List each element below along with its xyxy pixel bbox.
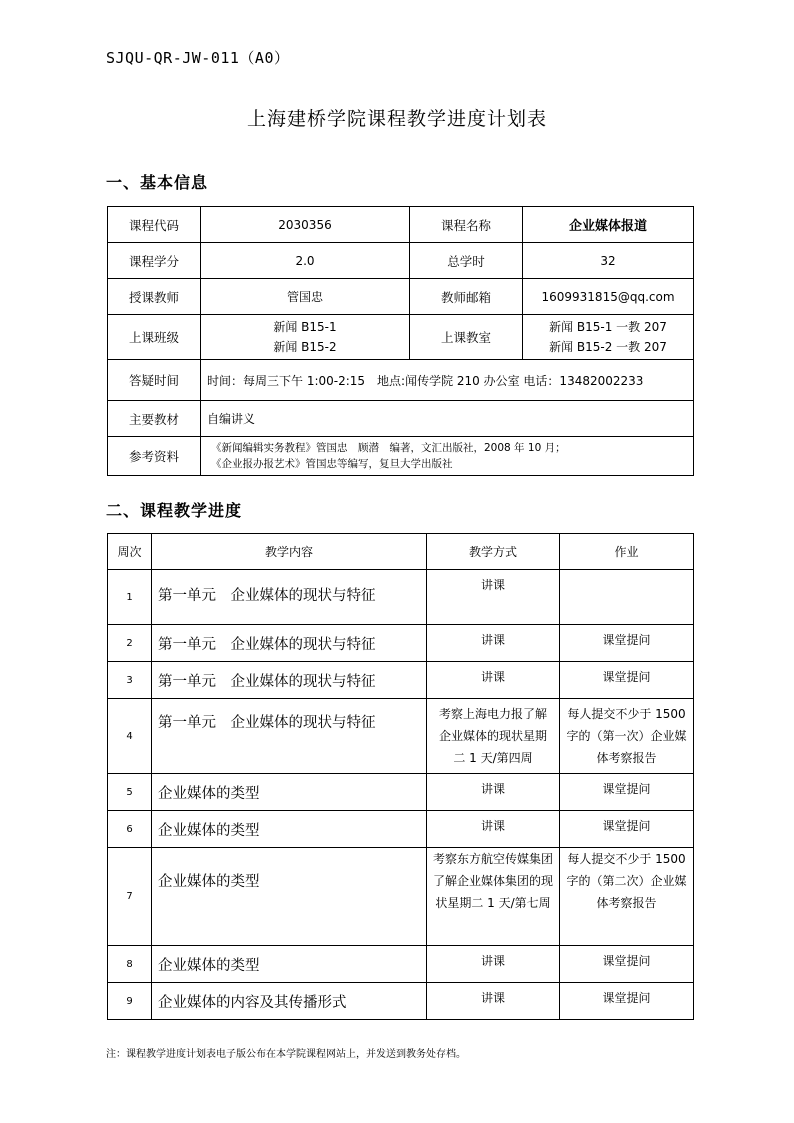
content-cell: 第一单元 企业媒体的现状与特征 — [152, 625, 427, 662]
room-line: 新闻 B15-1 一教 207 — [549, 320, 667, 334]
textbook-label: 主要教材 — [108, 401, 201, 437]
homework-cell: 课堂提问 — [560, 625, 694, 662]
method-cell: 讲课 — [427, 625, 560, 662]
progress-table — [107, 533, 694, 1020]
week-cell: 1 — [108, 570, 152, 625]
hours-value: 32 — [523, 243, 694, 279]
method-cell: 讲课 — [427, 570, 560, 625]
course-code-value: 2030356 — [201, 207, 410, 243]
header-week: 周次 — [108, 534, 152, 570]
week-cell: 4 — [108, 699, 152, 774]
class-line: 新闻 B15-2 — [273, 340, 337, 354]
header-method: 教学方式 — [427, 534, 560, 570]
table-row — [108, 401, 694, 437]
table-row — [108, 625, 694, 662]
document-title: 上海建桥学院课程教学进度计划表 — [246, 108, 547, 130]
table-row — [108, 437, 694, 476]
room-line: 新闻 B15-2 一教 207 — [549, 340, 667, 354]
basic-info-table — [107, 206, 694, 476]
table-row — [108, 360, 694, 401]
content-cell: 企业媒体的类型 — [152, 946, 427, 983]
credits-label: 课程学分 — [108, 243, 201, 279]
hours-label: 总学时 — [410, 243, 523, 279]
week-cell: 3 — [108, 662, 152, 699]
method-cell: 讲课 — [427, 811, 560, 848]
table-row — [108, 699, 694, 774]
homework-cell: 每人提交不少于 1500 字的（第一次）企业媒体考察报告 — [560, 699, 694, 774]
refs-label: 参考资料 — [108, 437, 201, 476]
homework-cell: 课堂提问 — [560, 811, 694, 848]
content-cell: 第一单元 企业媒体的现状与特征 — [152, 699, 427, 774]
content-cell: 企业媒体的类型 — [152, 774, 427, 811]
teacher-value: 管国忠 — [201, 279, 410, 315]
table-row — [108, 662, 694, 699]
credits-value: 2.0 — [201, 243, 410, 279]
qa-value: 时间：每周三下午 1:00-2:15 地点:闻传学院 210 办公室 电话：13482002233 — [201, 360, 694, 401]
method-cell: 讲课 — [427, 983, 560, 1020]
method-cell: 讲课 — [427, 946, 560, 983]
table-row — [108, 279, 694, 315]
week-cell: 8 — [108, 946, 152, 983]
week-cell: 6 — [108, 811, 152, 848]
table-row — [108, 774, 694, 811]
homework-cell: 课堂提问 — [560, 774, 694, 811]
course-code-label: 课程代码 — [108, 207, 201, 243]
table-row — [108, 207, 694, 243]
header-content: 教学内容 — [152, 534, 427, 570]
textbook-value: 自编讲义 — [201, 401, 694, 437]
teacher-label: 授课教师 — [108, 279, 201, 315]
email-label: 教师邮箱 — [410, 279, 523, 315]
content-cell: 第一单元 企业媒体的现状与特征 — [152, 570, 427, 625]
document-code: SJQU-QR-JW-011（A0） — [106, 49, 290, 67]
table-row — [108, 983, 694, 1020]
class-label: 上课班级 — [108, 315, 201, 360]
reference-item: 《新闻编辑实务教程》管国忠 顾潜 编著，文汇出版社，2008 年 10 月； — [211, 442, 566, 454]
method-cell: 讲课 — [427, 662, 560, 699]
reference-item: 《企业报办报艺术》管国忠等编写，复旦大学出版社 — [211, 458, 453, 470]
homework-cell: 课堂提问 — [560, 662, 694, 699]
content-cell: 企业媒体的内容及其传播形式 — [152, 983, 427, 1020]
homework-cell: 课堂提问 — [560, 983, 694, 1020]
week-cell: 7 — [108, 848, 152, 946]
header-homework: 作业 — [560, 534, 694, 570]
week-cell: 5 — [108, 774, 152, 811]
content-cell: 企业媒体的类型 — [152, 848, 427, 946]
class-value — [201, 315, 410, 360]
table-row — [108, 811, 694, 848]
homework-cell: 课堂提问 — [560, 946, 694, 983]
table-row — [108, 570, 694, 625]
email-value: 1609931815@qq.com — [523, 279, 694, 315]
method-cell: 讲课 — [427, 774, 560, 811]
table-row — [108, 946, 694, 983]
room-label: 上课教室 — [410, 315, 523, 360]
table-row — [108, 848, 694, 946]
footnote: 注：课程教学进度计划表电子版公布在本学院课程网站上，并发送到教务处存档。 — [106, 1049, 466, 1060]
section-heading-progress: 二、课程教学进度 — [106, 501, 243, 520]
course-name-label: 课程名称 — [410, 207, 523, 243]
table-row — [108, 243, 694, 279]
class-line: 新闻 B15-1 — [273, 320, 337, 334]
homework-cell — [560, 570, 694, 625]
homework-cell: 每人提交不少于 1500 字的（第二次）企业媒体考察报告 — [560, 848, 694, 946]
table-header-row — [108, 534, 694, 570]
qa-label: 答疑时间 — [108, 360, 201, 401]
section-heading-basic-info: 一、基本信息 — [106, 173, 209, 192]
table-row — [108, 315, 694, 360]
course-name-value: 企业媒体报道 — [523, 207, 694, 243]
week-cell: 9 — [108, 983, 152, 1020]
content-cell: 第一单元 企业媒体的现状与特征 — [152, 662, 427, 699]
refs-value — [201, 437, 694, 476]
week-cell: 2 — [108, 625, 152, 662]
method-cell: 考察东方航空传媒集团了解企业媒体集团的现状星期二 1 天/第七周 — [427, 848, 560, 946]
content-cell: 企业媒体的类型 — [152, 811, 427, 848]
method-cell: 考察上海电力报了解企业媒体的现状星期二 1 天/第四周 — [427, 699, 560, 774]
room-value — [523, 315, 694, 360]
